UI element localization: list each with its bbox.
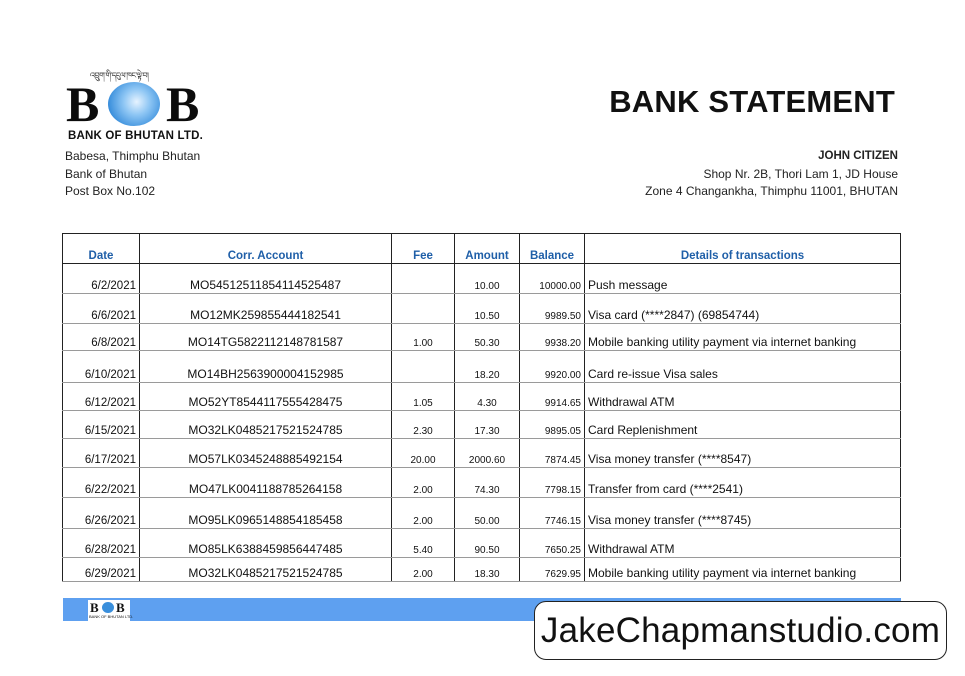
cell-balance: 7874.45 (520, 439, 585, 468)
table-row (63, 324, 901, 351)
cell-details: Mobile banking utility payment via internet banking (585, 324, 901, 351)
cell-date: 6/22/2021 (63, 468, 140, 498)
cell-balance: 9920.00 (520, 351, 585, 383)
cell-fee: 2.00 (392, 558, 455, 582)
cell-date: 6/17/2021 (63, 439, 140, 468)
table-row (63, 558, 901, 582)
cell-account: MO52YT8544117555428475 (140, 383, 392, 411)
cell-account: MO14TG5822112148781587 (140, 324, 392, 351)
cell-details: Mobile banking utility payment via internet banking (585, 558, 901, 582)
cell-fee: 2.00 (392, 468, 455, 498)
cell-amount: 10.00 (455, 264, 520, 294)
cell-account: MO12MK259855444182541 (140, 294, 392, 324)
table-row (63, 529, 901, 558)
header-fee: Fee (392, 234, 455, 264)
logo-emblem (66, 76, 206, 132)
footer-logo-letter-left: B (90, 600, 99, 615)
logo-script-text: འབྲུག་གི་དངུལ་ཁང་ལྟེ་བ། (90, 71, 149, 80)
cell-fee (392, 351, 455, 383)
cell-amount: 74.30 (455, 468, 520, 498)
cell-amount: 90.50 (455, 529, 520, 558)
cell-details: Push message (585, 264, 901, 294)
cell-details: Card re-issue Visa sales (585, 351, 901, 383)
bank-address (65, 148, 200, 201)
logo-letter-right: B (166, 76, 200, 132)
cell-details: Withdrawal ATM (585, 383, 901, 411)
table-row (63, 351, 901, 383)
cell-amount: 2000.60 (455, 439, 520, 468)
cell-account: MO14BH2563900004152985 (140, 351, 392, 383)
table-row (63, 439, 901, 468)
cell-amount: 10.50 (455, 294, 520, 324)
cell-date: 6/26/2021 (63, 498, 140, 529)
cell-balance: 10000.00 (520, 264, 585, 294)
customer-address-line: Zone 4 Changankha, Thimphu 11001, BHUTAN (645, 184, 898, 198)
cell-fee: 1.00 (392, 324, 455, 351)
table-row (63, 411, 901, 439)
cell-details: Card Replenishment (585, 411, 901, 439)
table-row (63, 264, 901, 294)
cell-amount: 18.30 (455, 558, 520, 582)
cell-balance: 9895.05 (520, 411, 585, 439)
bank-address-line: Babesa, Thimphu Bhutan (65, 149, 201, 163)
cell-balance: 9938.20 (520, 324, 585, 351)
cell-date: 6/29/2021 (63, 558, 140, 582)
cell-amount: 50.00 (455, 498, 520, 529)
cell-details: Visa card (****2847) (69854744) (585, 294, 901, 324)
cell-amount: 4.30 (455, 383, 520, 411)
table-row (63, 498, 901, 529)
cell-account: MO95LK0965148854185458 (140, 498, 392, 529)
footer-logo-letter-right: B (116, 600, 125, 615)
cell-date: 6/2/2021 (63, 264, 140, 294)
header-account: Corr. Account (140, 234, 392, 264)
bank-logo (64, 64, 206, 144)
cell-account: MO54512511854114525487 (140, 264, 392, 294)
footer-logo-name: BANK OF BHUTAN LTD. (89, 614, 134, 619)
header-date: Date (63, 234, 140, 264)
transactions-table (62, 233, 901, 582)
document-title: BANK STATEMENT (609, 84, 895, 119)
cell-amount: 18.20 (455, 351, 520, 383)
cell-account: MO85LK6388459856447485 (140, 529, 392, 558)
header-details: Details of transactions (585, 234, 901, 264)
logo-letter-left: B (66, 76, 100, 132)
cell-fee: 2.00 (392, 498, 455, 529)
cell-details: Visa money transfer (****8745) (585, 498, 901, 529)
cell-fee (392, 294, 455, 324)
cell-details: Withdrawal ATM (585, 529, 901, 558)
cell-date: 6/8/2021 (63, 324, 140, 351)
cell-date: 6/6/2021 (63, 294, 140, 324)
cell-date: 6/28/2021 (63, 529, 140, 558)
cell-fee: 5.40 (392, 529, 455, 558)
logo-orb-icon (108, 82, 160, 126)
table-header-row (63, 234, 901, 264)
bank-name: BANK OF BHUTAN LTD. (68, 130, 203, 142)
cell-date: 6/15/2021 (63, 411, 140, 439)
cell-date: 6/12/2021 (63, 383, 140, 411)
cell-account: MO32LK0485217521524785 (140, 558, 392, 582)
cell-details: Transfer from card (****2541) (585, 468, 901, 498)
cell-date: 6/10/2021 (63, 351, 140, 383)
table-row (63, 468, 901, 498)
bank-address-line: Bank of Bhutan (65, 166, 148, 181)
footer-logo (88, 600, 134, 621)
cell-amount: 50.30 (455, 324, 520, 351)
customer-name: JOHN CITIZEN (818, 150, 898, 162)
header-amount: Amount (455, 234, 520, 264)
cell-balance: 7746.15 (520, 498, 585, 529)
cell-account: MO32LK0485217521524785 (140, 411, 392, 439)
watermark-label: JakeChapmanstudio.com (534, 601, 947, 660)
cell-account: MO57LK0345248885492154 (140, 439, 392, 468)
footer-logo-orb-icon (102, 602, 114, 613)
cell-fee: 2.30 (392, 411, 455, 439)
cell-balance: 9914.65 (520, 383, 585, 411)
cell-fee: 1.05 (392, 383, 455, 411)
cell-fee: 20.00 (392, 439, 455, 468)
cell-balance: 7629.95 (520, 558, 585, 582)
customer-address-line: Shop Nr. 2B, Thori Lam 1, JD House (703, 166, 898, 181)
cell-fee (392, 264, 455, 294)
table-row (63, 294, 901, 324)
cell-amount: 17.30 (455, 411, 520, 439)
table-row (63, 383, 901, 411)
cell-details: Visa money transfer (****8547) (585, 439, 901, 468)
cell-balance: 9989.50 (520, 294, 585, 324)
bank-address-line: Post Box No.102 (65, 184, 156, 198)
cell-balance: 7798.15 (520, 468, 585, 498)
cell-balance: 7650.25 (520, 529, 585, 558)
customer-address (645, 148, 898, 201)
header-balance: Balance (520, 234, 585, 264)
cell-account: MO47LK0041188785264158 (140, 468, 392, 498)
